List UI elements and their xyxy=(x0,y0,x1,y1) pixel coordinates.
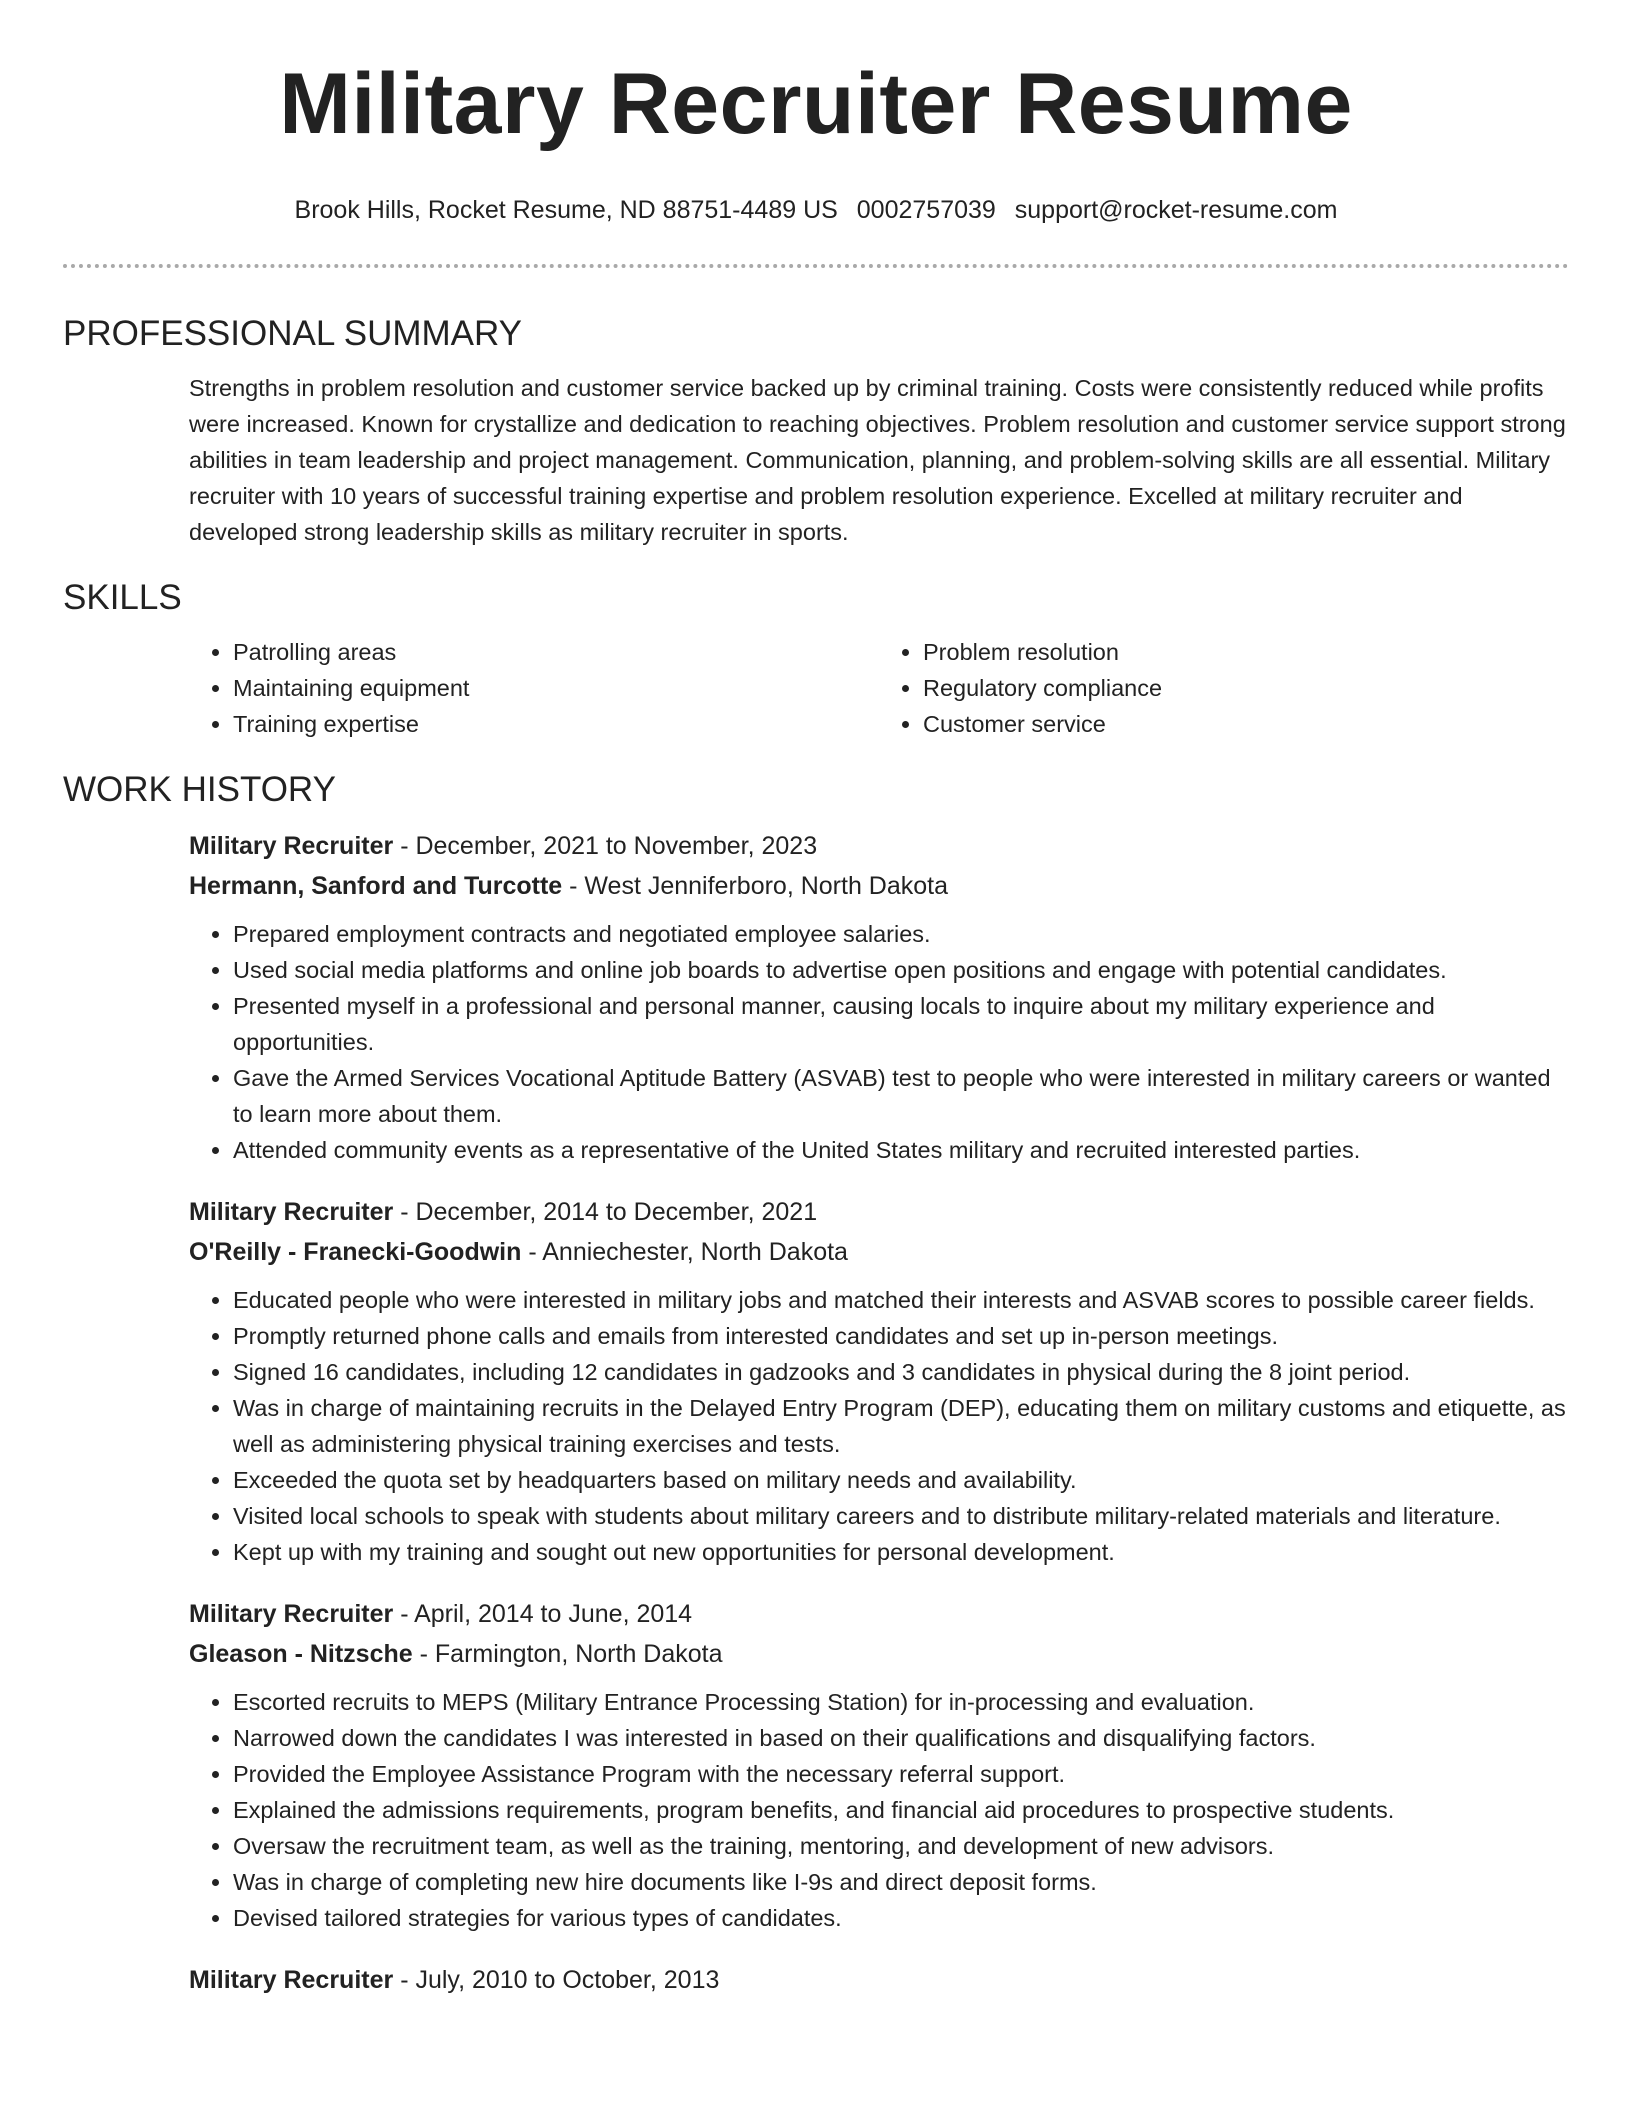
job-title-line xyxy=(189,826,1569,866)
job-company-line xyxy=(189,866,1569,906)
job-bullet: • Educated people who were interested in military jobs and matched their interests and ASVAB scores to possible career fields. xyxy=(233,1282,1569,1318)
job-title: Military Recruiter xyxy=(189,1198,394,1226)
separator: - xyxy=(412,1640,435,1668)
job-bullets xyxy=(189,916,1569,1168)
resume-title: Military Recruiter Resume xyxy=(279,56,1353,152)
skills-column-left xyxy=(189,634,879,742)
contact-phone: 0002757039 xyxy=(856,196,996,224)
job-bullet: • Attended community events as a representative of the United States military and recruited interested parties. xyxy=(233,1132,1569,1168)
job-bullet: • Promptly returned phone calls and emails from interested candidates and set up in-person meetings. xyxy=(233,1318,1569,1354)
job-title: Military Recruiter xyxy=(189,832,394,860)
job-title-line xyxy=(189,1960,1569,2000)
job-bullets xyxy=(189,1684,1569,1936)
job-location: Farmington, North Dakota xyxy=(434,1640,723,1668)
job-entry xyxy=(189,1960,1569,2000)
job-company-line xyxy=(189,1232,1569,1272)
job-bullet: • Kept up with my training and sought out new opportunities for personal development. xyxy=(233,1534,1569,1570)
job-entry xyxy=(189,1594,1569,1936)
job-bullet: • Presented myself in a professional and personal manner, causing locals to inquire about my military experience and opportunities. xyxy=(233,988,1569,1060)
job-title: Military Recruiter xyxy=(189,1966,394,1994)
header-divider xyxy=(63,264,1569,268)
skills-list xyxy=(189,634,1569,742)
job-bullet: • Used social media platforms and online job boards to advertise open positions and engage with potential candidates. xyxy=(233,952,1569,988)
skill-item: • Regulatory compliance xyxy=(923,670,1569,706)
job-company-line xyxy=(189,1634,1569,1674)
work-history-heading: WORK HISTORY xyxy=(63,770,336,809)
skill-item: • Patrolling areas xyxy=(233,634,879,670)
job-company: Hermann, Sanford and Turcotte xyxy=(189,872,563,900)
job-company: Gleason - Nitzsche xyxy=(189,1640,413,1668)
contact-line xyxy=(0,194,1632,226)
job-dates: July, 2010 to October, 2013 xyxy=(415,1966,720,1994)
job-company: O'Reilly - Franecki-Goodwin xyxy=(189,1238,522,1266)
separator: - xyxy=(393,832,416,860)
separator: - xyxy=(393,1966,416,1994)
job-bullet: • Signed 16 candidates, including 12 candidates in gadzooks and 3 candidates in physical during the 8 joint period. xyxy=(233,1354,1569,1390)
job-title-line xyxy=(189,1594,1569,1634)
skill-item: • Customer service xyxy=(923,706,1569,742)
summary-text: Strengths in problem resolution and customer service backed up by criminal training. Costs were consistently reduced while profits were increased. Known for crystallize and dedication to reaching objectives. Problem resolution and customer service support strong abilities in team leadership and project management. Communication, planning, and problem-solving skills are all essential. Military recruiter with 10 years of successful training expertise and problem resolution experience. Excelled at military recruiter and developed strong leadership skills as military recruiter in sports. xyxy=(189,375,1566,545)
job-bullet: • Was in charge of completing new hire documents like I-9s and direct deposit forms. xyxy=(233,1864,1569,1900)
job-bullet: • Provided the Employee Assistance Program with the necessary referral support. xyxy=(233,1756,1569,1792)
job-bullets xyxy=(189,1282,1569,1570)
job-location: Anniechester, North Dakota xyxy=(542,1238,848,1266)
job-dates: December, 2014 to December, 2021 xyxy=(415,1198,818,1226)
skill-item: • Maintaining equipment xyxy=(233,670,879,706)
separator: - xyxy=(393,1600,415,1628)
contact-address: Brook Hills, Rocket Resume, ND 88751-4489 US xyxy=(294,196,838,224)
job-bullet: • Oversaw the recruitment team, as well as the training, mentoring, and development of new advisors. xyxy=(233,1828,1569,1864)
job-location: West Jenniferboro, North Dakota xyxy=(584,872,949,900)
job-title-line xyxy=(189,1192,1569,1232)
job-dates: April, 2014 to June, 2014 xyxy=(414,1600,693,1628)
contact-email[interactable]: support@rocket-resume.com xyxy=(1014,196,1338,224)
job-entry xyxy=(189,826,1569,1168)
job-bullet: • Was in charge of maintaining recruits in the Delayed Entry Program (DEP), educating them on military customs and etiquette, as well as administering physical training exercises and tests. xyxy=(233,1390,1569,1462)
job-bullet: • Exceeded the quota set by headquarters based on military needs and availability. xyxy=(233,1462,1569,1498)
job-bullet: • Explained the admissions requirements, program benefits, and financial aid procedures to prospective students. xyxy=(233,1792,1569,1828)
separator: - xyxy=(393,1198,416,1226)
skill-item: • Problem resolution xyxy=(923,634,1569,670)
job-bullet: • Devised tailored strategies for various types of candidates. xyxy=(233,1900,1569,1936)
job-bullet: • Narrowed down the candidates I was interested in based on their qualifications and disqualifying factors. xyxy=(233,1720,1569,1756)
skills-heading: SKILLS xyxy=(63,578,182,617)
separator: - xyxy=(521,1238,543,1266)
job-bullet: • Escorted recruits to MEPS (Military Entrance Processing Station) for in-processing and evaluation. xyxy=(233,1684,1569,1720)
job-dates: December, 2021 to November, 2023 xyxy=(415,832,818,860)
job-entry xyxy=(189,1192,1569,1570)
job-bullet: • Visited local schools to speak with students about military careers and to distribute military-related materials and literature. xyxy=(233,1498,1569,1534)
skill-item: • Training expertise xyxy=(233,706,879,742)
job-bullet: • Gave the Armed Services Vocational Aptitude Battery (ASVAB) test to people who were interested in military careers or wanted to learn more about them. xyxy=(233,1060,1569,1132)
job-title: Military Recruiter xyxy=(189,1600,394,1628)
separator: - xyxy=(562,872,585,900)
work-history-list xyxy=(189,826,1569,2000)
summary-heading: PROFESSIONAL SUMMARY xyxy=(63,314,522,353)
skills-column-right xyxy=(879,634,1569,742)
job-bullet: • Prepared employment contracts and negotiated employee salaries. xyxy=(233,916,1569,952)
